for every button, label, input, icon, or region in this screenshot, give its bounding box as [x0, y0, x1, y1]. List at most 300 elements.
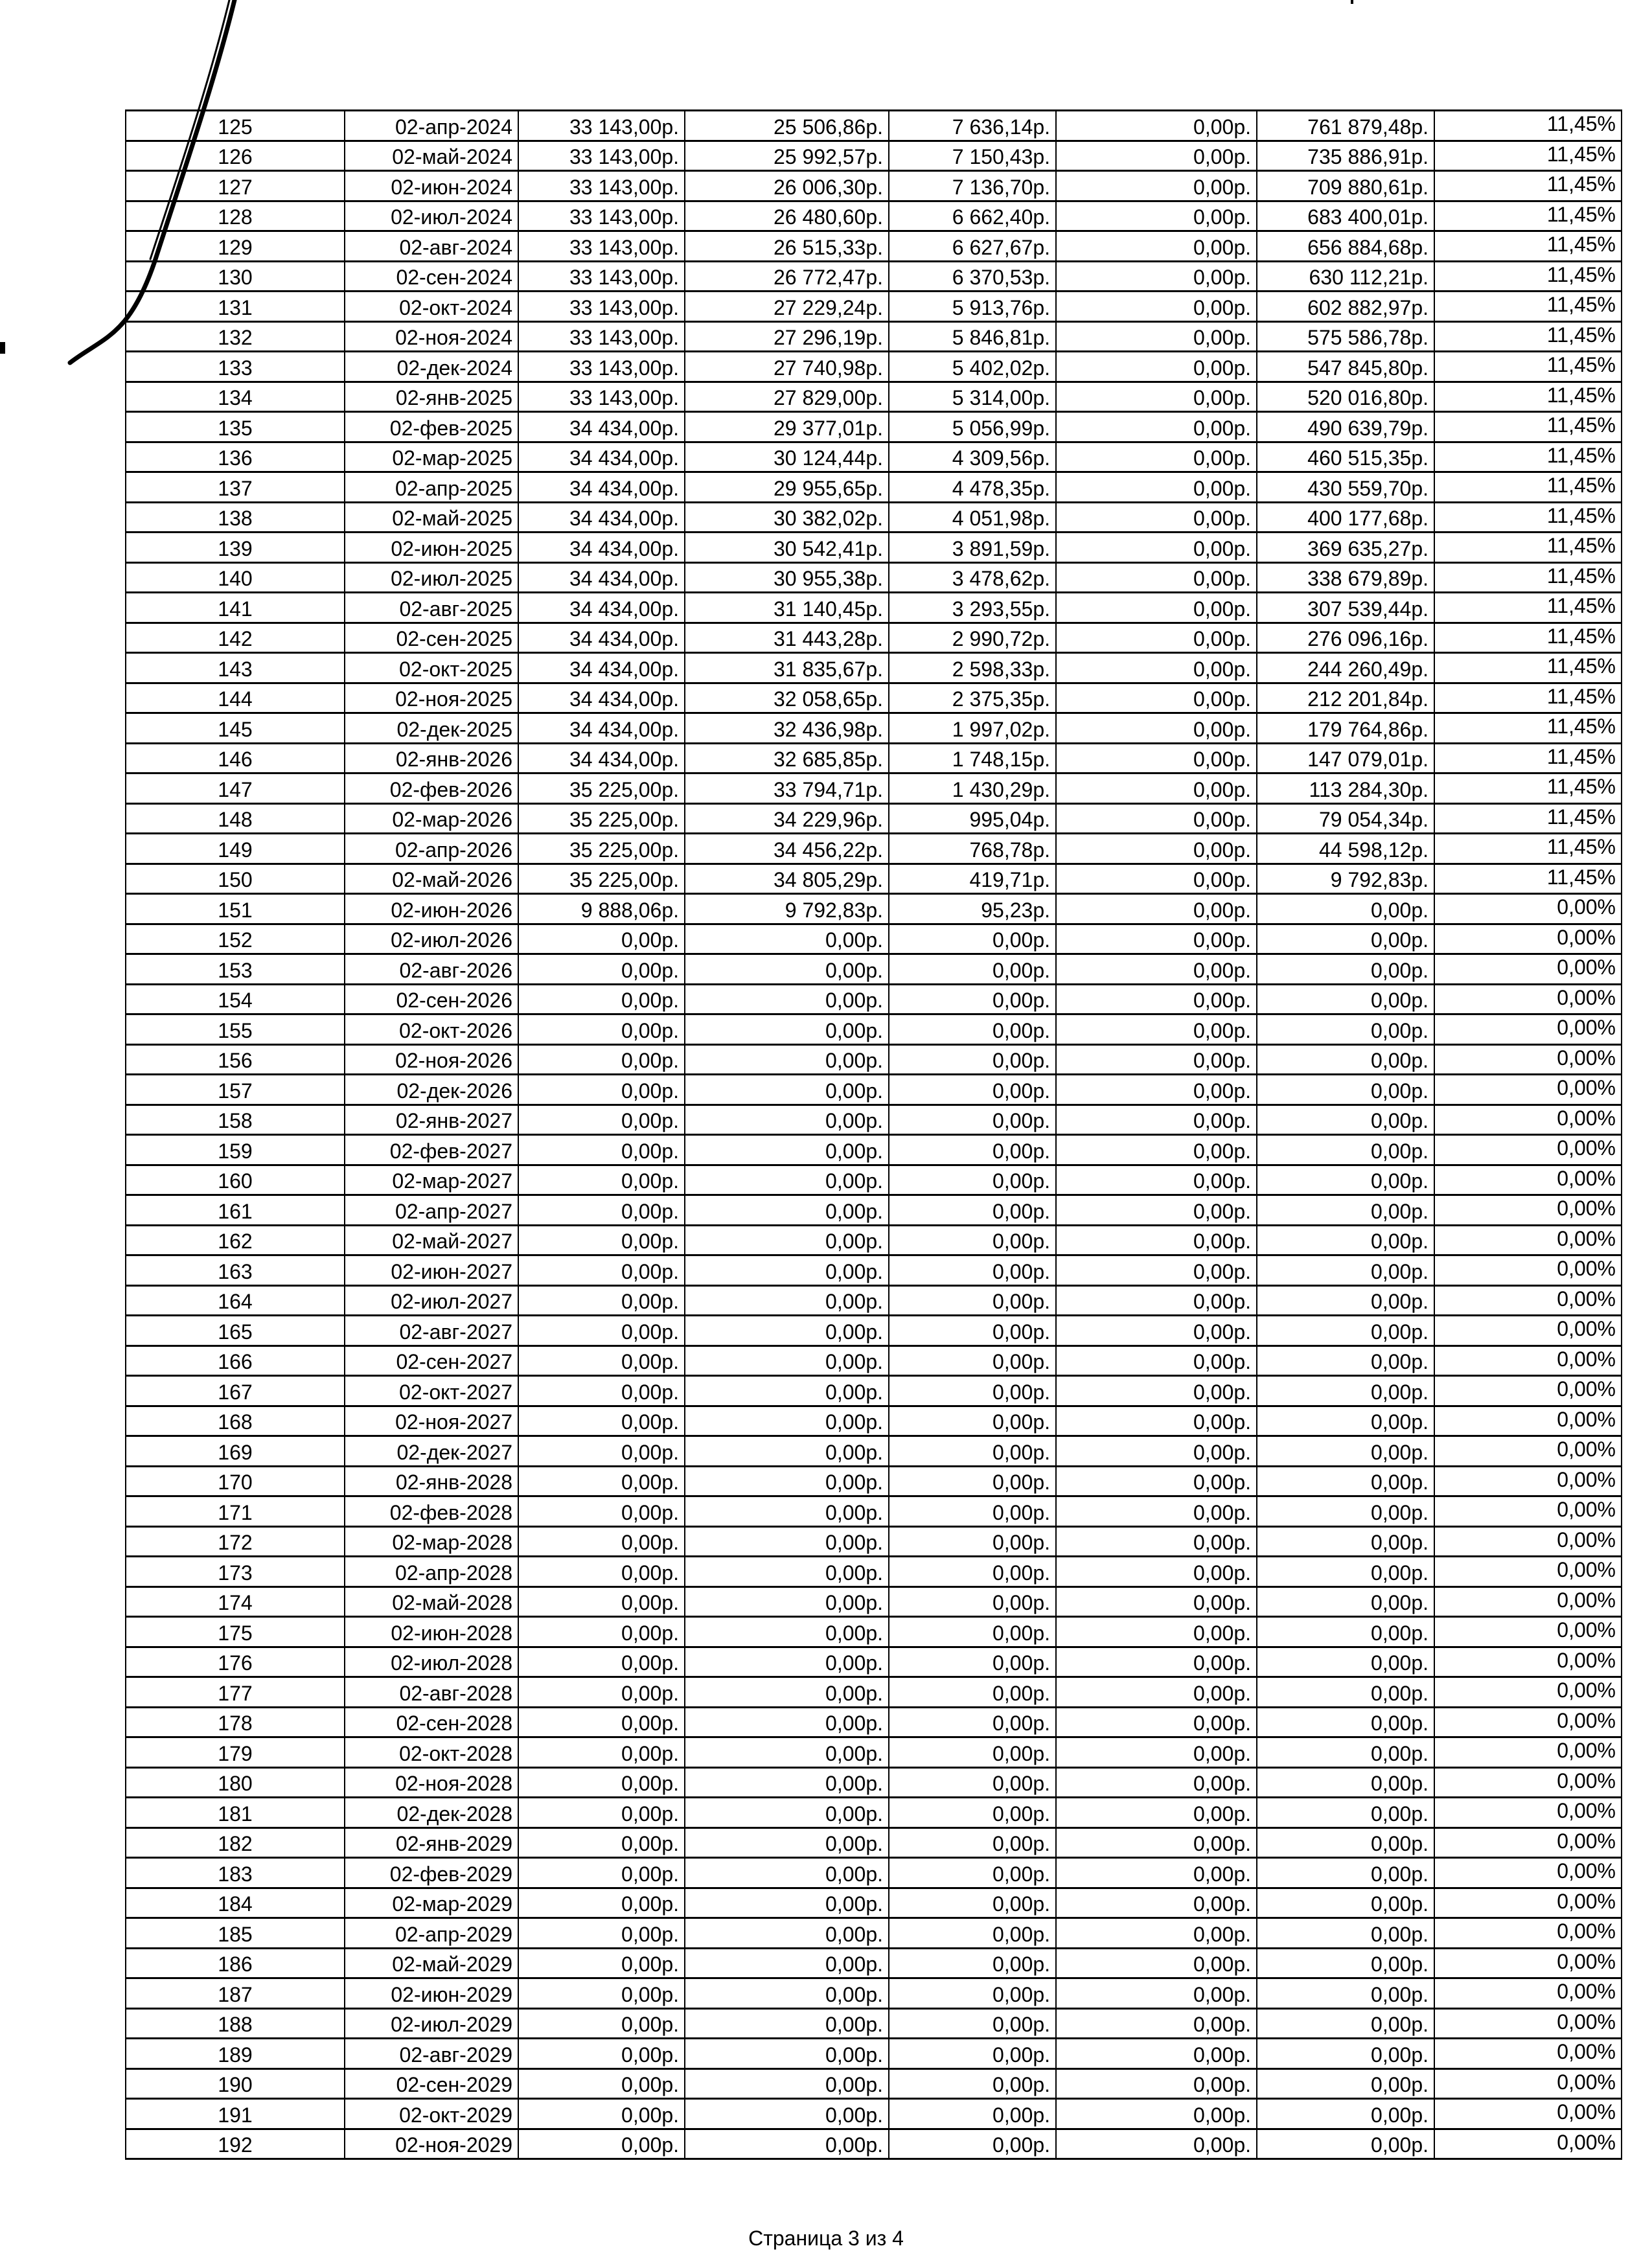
extra-payment-cell: 0,00р. — [1056, 1346, 1257, 1376]
extra-payment-cell: 0,00р. — [1056, 1014, 1257, 1045]
row-number-cell: 146 — [126, 743, 345, 773]
table-row — [126, 1948, 1622, 1978]
principal-cell: 0,00р. — [685, 1195, 889, 1226]
extra-payment-cell: 0,00р. — [1056, 141, 1257, 171]
remaining-balance-cell: 0,00р. — [1257, 1526, 1434, 1557]
row-number-cell: 181 — [126, 1798, 345, 1828]
remaining-balance-cell: 520 016,80р. — [1257, 382, 1434, 412]
interest-rate-cell: 11,45% — [1434, 502, 1622, 533]
payment-amount-cell: 33 143,00р. — [518, 231, 685, 262]
payment-amount-cell: 0,00р. — [518, 1918, 685, 1949]
row-number-cell: 178 — [126, 1707, 345, 1737]
payment-date-cell: 02-мар-2027 — [345, 1165, 518, 1195]
principal-cell: 34 229,96р. — [685, 803, 889, 834]
extra-payment-cell: 0,00р. — [1056, 2099, 1257, 2129]
interest-rate-cell: 0,00% — [1434, 1858, 1622, 1888]
remaining-balance-cell: 276 096,16р. — [1257, 623, 1434, 653]
interest-cell: 0,00р. — [889, 1285, 1056, 1316]
payment-date-cell: 02-май-2027 — [345, 1225, 518, 1255]
principal-cell: 0,00р. — [685, 1827, 889, 1858]
extra-payment-cell: 0,00р. — [1056, 2039, 1257, 2069]
interest-rate-cell: 11,45% — [1434, 111, 1622, 141]
remaining-balance-cell: 0,00р. — [1257, 1858, 1434, 1888]
row-number-cell: 142 — [126, 623, 345, 653]
table-row — [126, 141, 1622, 171]
interest-rate-cell: 0,00% — [1434, 1827, 1622, 1858]
row-number-cell: 187 — [126, 1978, 345, 2009]
interest-cell: 0,00р. — [889, 1737, 1056, 1768]
payment-date-cell: 02-дек-2024 — [345, 352, 518, 382]
row-number-cell: 184 — [126, 1888, 345, 1918]
row-number-cell: 127 — [126, 171, 345, 201]
remaining-balance-cell: 244 260,49р. — [1257, 653, 1434, 683]
remaining-balance-cell: 547 845,80р. — [1257, 352, 1434, 382]
payment-date-cell: 02-мар-2026 — [345, 803, 518, 834]
row-number-cell: 160 — [126, 1165, 345, 1195]
table-row — [126, 231, 1622, 262]
row-number-cell: 155 — [126, 1014, 345, 1045]
table-row — [126, 1798, 1622, 1828]
interest-rate-cell: 0,00% — [1434, 954, 1622, 985]
principal-cell: 27 740,98р. — [685, 352, 889, 382]
principal-cell: 0,00р. — [685, 2008, 889, 2039]
interest-cell: 2 598,33р. — [889, 653, 1056, 683]
principal-cell: 0,00р. — [685, 1105, 889, 1135]
interest-cell: 0,00р. — [889, 1617, 1056, 1647]
row-number-cell: 129 — [126, 231, 345, 262]
row-number-cell: 182 — [126, 1827, 345, 1858]
interest-cell: 0,00р. — [889, 2039, 1056, 2069]
interest-rate-cell: 0,00% — [1434, 2008, 1622, 2039]
payment-date-cell: 02-авг-2027 — [345, 1316, 518, 1346]
interest-rate-cell: 0,00% — [1434, 984, 1622, 1014]
payment-date-cell: 02-апр-2026 — [345, 834, 518, 864]
payment-amount-cell: 0,00р. — [518, 2129, 685, 2159]
interest-cell: 0,00р. — [889, 1376, 1056, 1406]
remaining-balance-cell: 9 792,83р. — [1257, 864, 1434, 894]
interest-cell: 6 370,53р. — [889, 261, 1056, 292]
payment-amount-cell: 0,00р. — [518, 1044, 685, 1075]
table-row — [126, 2129, 1622, 2159]
payment-amount-cell: 33 143,00р. — [518, 321, 685, 352]
interest-rate-cell: 0,00% — [1434, 1285, 1622, 1316]
payment-amount-cell: 0,00р. — [518, 1014, 685, 1045]
payment-amount-cell: 0,00р. — [518, 1647, 685, 1677]
interest-cell: 995,04р. — [889, 803, 1056, 834]
row-number-cell: 172 — [126, 1526, 345, 1557]
principal-cell: 0,00р. — [685, 1406, 889, 1436]
table-row — [126, 1466, 1622, 1496]
row-number-cell: 162 — [126, 1225, 345, 1255]
row-number-cell: 151 — [126, 894, 345, 924]
interest-rate-cell: 0,00% — [1434, 1255, 1622, 1286]
table-row — [126, 1526, 1622, 1557]
interest-cell: 0,00р. — [889, 1948, 1056, 1978]
table-row — [126, 321, 1622, 352]
extra-payment-cell: 0,00р. — [1056, 1677, 1257, 1708]
interest-cell: 0,00р. — [889, 2099, 1056, 2129]
table-row — [126, 1737, 1622, 1768]
remaining-balance-cell: 179 764,86р. — [1257, 713, 1434, 744]
payment-date-cell: 02-дек-2028 — [345, 1798, 518, 1828]
payment-date-cell: 02-май-2029 — [345, 1948, 518, 1978]
interest-cell: 0,00р. — [889, 1436, 1056, 1467]
extra-payment-cell: 0,00р. — [1056, 562, 1257, 593]
remaining-balance-cell: 0,00р. — [1257, 1225, 1434, 1255]
principal-cell: 27 229,24р. — [685, 292, 889, 322]
interest-cell: 1 997,02р. — [889, 713, 1056, 744]
principal-cell: 0,00р. — [685, 984, 889, 1014]
principal-cell: 0,00р. — [685, 1075, 889, 1105]
remaining-balance-cell: 0,00р. — [1257, 1798, 1434, 1828]
payment-amount-cell: 0,00р. — [518, 1135, 685, 1165]
row-number-cell: 169 — [126, 1436, 345, 1467]
interest-cell: 5 913,76р. — [889, 292, 1056, 322]
table-row — [126, 472, 1622, 503]
payment-date-cell: 02-янв-2029 — [345, 1827, 518, 1858]
row-number-cell: 167 — [126, 1376, 345, 1406]
principal-cell: 32 436,98р. — [685, 713, 889, 744]
interest-cell: 2 990,72р. — [889, 623, 1056, 653]
row-number-cell: 180 — [126, 1767, 345, 1798]
interest-rate-cell: 0,00% — [1434, 1014, 1622, 1045]
payment-date-cell: 02-дек-2027 — [345, 1436, 518, 1467]
row-number-cell: 125 — [126, 111, 345, 141]
table-row — [126, 1888, 1622, 1918]
payment-date-cell: 02-июн-2028 — [345, 1617, 518, 1647]
payment-date-cell: 02-ноя-2029 — [345, 2129, 518, 2159]
row-number-cell: 131 — [126, 292, 345, 322]
interest-rate-cell: 11,45% — [1434, 261, 1622, 292]
payment-date-cell: 02-май-2026 — [345, 864, 518, 894]
row-number-cell: 136 — [126, 442, 345, 472]
payment-amount-cell: 0,00р. — [518, 1376, 685, 1406]
interest-cell: 7 150,43р. — [889, 141, 1056, 171]
payment-amount-cell: 0,00р. — [518, 924, 685, 954]
interest-cell: 0,00р. — [889, 1346, 1056, 1376]
row-number-cell: 186 — [126, 1948, 345, 1978]
remaining-balance-cell: 0,00р. — [1257, 1496, 1434, 1527]
payment-date-cell: 02-июл-2025 — [345, 562, 518, 593]
extra-payment-cell: 0,00р. — [1056, 1707, 1257, 1737]
payment-schedule-table — [125, 109, 1622, 2160]
interest-cell: 0,00р. — [889, 1316, 1056, 1346]
interest-rate-cell: 0,00% — [1434, 1044, 1622, 1075]
remaining-balance-cell: 0,00р. — [1257, 1617, 1434, 1647]
payment-amount-cell: 0,00р. — [518, 1677, 685, 1708]
table-row — [126, 653, 1622, 683]
payment-amount-cell: 0,00р. — [518, 2099, 685, 2129]
principal-cell: 31 835,67р. — [685, 653, 889, 683]
payment-amount-cell: 0,00р. — [518, 1285, 685, 1316]
row-number-cell: 164 — [126, 1285, 345, 1316]
extra-payment-cell: 0,00р. — [1056, 593, 1257, 623]
extra-payment-cell: 0,00р. — [1056, 1255, 1257, 1286]
payment-amount-cell: 0,00р. — [518, 2039, 685, 2069]
table-row — [126, 1075, 1622, 1105]
payment-amount-cell: 0,00р. — [518, 1225, 685, 1255]
principal-cell: 0,00р. — [685, 1858, 889, 1888]
row-number-cell: 174 — [126, 1586, 345, 1617]
principal-cell: 29 955,65р. — [685, 472, 889, 503]
principal-cell: 0,00р. — [685, 924, 889, 954]
table-row — [126, 773, 1622, 804]
extra-payment-cell: 0,00р. — [1056, 864, 1257, 894]
principal-cell: 0,00р. — [685, 1798, 889, 1828]
row-number-cell: 171 — [126, 1496, 345, 1527]
interest-cell: 4 478,35р. — [889, 472, 1056, 503]
table-row — [126, 1647, 1622, 1677]
extra-payment-cell: 0,00р. — [1056, 1165, 1257, 1195]
interest-cell: 6 662,40р. — [889, 201, 1056, 231]
extra-payment-cell: 0,00р. — [1056, 1075, 1257, 1105]
principal-cell: 0,00р. — [685, 954, 889, 985]
table-row — [126, 2099, 1622, 2129]
table-row — [126, 713, 1622, 744]
extra-payment-cell: 0,00р. — [1056, 201, 1257, 231]
payment-amount-cell: 0,00р. — [518, 954, 685, 985]
remaining-balance-cell: 0,00р. — [1257, 1316, 1434, 1346]
extra-payment-cell: 0,00р. — [1056, 261, 1257, 292]
remaining-balance-cell: 369 635,27р. — [1257, 533, 1434, 563]
remaining-balance-cell: 212 201,84р. — [1257, 683, 1434, 713]
principal-cell: 0,00р. — [685, 2068, 889, 2099]
principal-cell: 0,00р. — [685, 1285, 889, 1316]
table-row — [126, 292, 1622, 322]
extra-payment-cell: 0,00р. — [1056, 653, 1257, 683]
payment-amount-cell: 0,00р. — [518, 1948, 685, 1978]
remaining-balance-cell: 0,00р. — [1257, 1014, 1434, 1045]
interest-cell: 0,00р. — [889, 1255, 1056, 1286]
payment-date-cell: 02-апр-2027 — [345, 1195, 518, 1226]
interest-rate-cell: 11,45% — [1434, 171, 1622, 201]
principal-cell: 26 480,60р. — [685, 201, 889, 231]
remaining-balance-cell: 575 586,78р. — [1257, 321, 1434, 352]
remaining-balance-cell: 307 539,44р. — [1257, 593, 1434, 623]
interest-rate-cell: 11,45% — [1434, 743, 1622, 773]
table-row — [126, 201, 1622, 231]
extra-payment-cell: 0,00р. — [1056, 984, 1257, 1014]
remaining-balance-cell: 0,00р. — [1257, 1255, 1434, 1286]
row-number-cell: 156 — [126, 1044, 345, 1075]
interest-cell: 6 627,67р. — [889, 231, 1056, 262]
payment-date-cell: 02-окт-2026 — [345, 1014, 518, 1045]
principal-cell: 30 955,38р. — [685, 562, 889, 593]
interest-rate-cell: 11,45% — [1434, 141, 1622, 171]
extra-payment-cell: 0,00р. — [1056, 1285, 1257, 1316]
payment-date-cell: 02-фев-2027 — [345, 1135, 518, 1165]
extra-payment-cell: 0,00р. — [1056, 1526, 1257, 1557]
principal-cell: 0,00р. — [685, 2099, 889, 2129]
extra-payment-cell: 0,00р. — [1056, 803, 1257, 834]
interest-rate-cell: 11,45% — [1434, 442, 1622, 472]
payment-amount-cell: 34 434,00р. — [518, 412, 685, 442]
table-row — [126, 1767, 1622, 1798]
interest-cell: 0,00р. — [889, 1918, 1056, 1949]
interest-rate-cell: 0,00% — [1434, 1647, 1622, 1677]
remaining-balance-cell: 761 879,48р. — [1257, 111, 1434, 141]
extra-payment-cell: 0,00р. — [1056, 1557, 1257, 1587]
interest-rate-cell: 0,00% — [1434, 924, 1622, 954]
extra-payment-cell: 0,00р. — [1056, 2008, 1257, 2039]
payment-amount-cell: 0,00р. — [518, 1737, 685, 1768]
interest-rate-cell: 0,00% — [1434, 1557, 1622, 1587]
principal-cell: 0,00р. — [685, 1135, 889, 1165]
principal-cell: 0,00р. — [685, 1316, 889, 1346]
interest-rate-cell: 11,45% — [1434, 533, 1622, 563]
payment-date-cell: 02-июн-2027 — [345, 1255, 518, 1286]
row-number-cell: 185 — [126, 1918, 345, 1949]
payment-amount-cell: 33 143,00р. — [518, 352, 685, 382]
interest-rate-cell: 0,00% — [1434, 1406, 1622, 1436]
payment-amount-cell: 0,00р. — [518, 1707, 685, 1737]
payment-date-cell: 02-ноя-2026 — [345, 1044, 518, 1075]
interest-cell: 0,00р. — [889, 2129, 1056, 2159]
principal-cell: 0,00р. — [685, 1557, 889, 1587]
remaining-balance-cell: 400 177,68р. — [1257, 502, 1434, 533]
principal-cell: 25 506,86р. — [685, 111, 889, 141]
table-row — [126, 111, 1622, 141]
interest-cell: 0,00р. — [889, 1165, 1056, 1195]
payment-amount-cell: 0,00р. — [518, 1316, 685, 1346]
interest-cell: 4 051,98р. — [889, 502, 1056, 533]
interest-rate-cell: 11,45% — [1434, 803, 1622, 834]
extra-payment-cell: 0,00р. — [1056, 472, 1257, 503]
extra-payment-cell: 0,00р. — [1056, 743, 1257, 773]
principal-cell: 25 992,57р. — [685, 141, 889, 171]
remaining-balance-cell: 0,00р. — [1257, 1948, 1434, 1978]
interest-cell: 0,00р. — [889, 2068, 1056, 2099]
interest-rate-cell: 0,00% — [1434, 1677, 1622, 1708]
table-row — [126, 924, 1622, 954]
interest-cell: 0,00р. — [889, 954, 1056, 985]
row-number-cell: 137 — [126, 472, 345, 503]
payment-amount-cell: 35 225,00р. — [518, 864, 685, 894]
row-number-cell: 191 — [126, 2099, 345, 2129]
row-number-cell: 133 — [126, 352, 345, 382]
interest-rate-cell: 0,00% — [1434, 2068, 1622, 2099]
row-number-cell: 139 — [126, 533, 345, 563]
payment-amount-cell: 0,00р. — [518, 984, 685, 1014]
principal-cell: 0,00р. — [685, 1466, 889, 1496]
payment-date-cell: 02-ноя-2025 — [345, 683, 518, 713]
principal-cell: 29 377,01р. — [685, 412, 889, 442]
payment-amount-cell: 34 434,00р. — [518, 593, 685, 623]
payment-date-cell: 02-сен-2025 — [345, 623, 518, 653]
table-row — [126, 352, 1622, 382]
interest-rate-cell: 0,00% — [1434, 1436, 1622, 1467]
payment-amount-cell: 0,00р. — [518, 1526, 685, 1557]
principal-cell: 32 685,85р. — [685, 743, 889, 773]
extra-payment-cell: 0,00р. — [1056, 834, 1257, 864]
interest-rate-cell: 0,00% — [1434, 1346, 1622, 1376]
payment-date-cell: 02-сен-2027 — [345, 1346, 518, 1376]
extra-payment-cell: 0,00р. — [1056, 623, 1257, 653]
payment-amount-cell: 0,00р. — [518, 1888, 685, 1918]
remaining-balance-cell: 0,00р. — [1257, 2008, 1434, 2039]
payment-amount-cell: 34 434,00р. — [518, 472, 685, 503]
remaining-balance-cell: 709 880,61р. — [1257, 171, 1434, 201]
table-row — [126, 803, 1622, 834]
remaining-balance-cell: 0,00р. — [1257, 1346, 1434, 1376]
payment-date-cell: 02-июн-2025 — [345, 533, 518, 563]
interest-rate-cell: 0,00% — [1434, 1918, 1622, 1949]
extra-payment-cell: 0,00р. — [1056, 171, 1257, 201]
remaining-balance-cell: 0,00р. — [1257, 1707, 1434, 1737]
payment-date-cell: 02-дек-2025 — [345, 713, 518, 744]
row-number-cell: 170 — [126, 1466, 345, 1496]
payment-date-cell: 02-окт-2024 — [345, 292, 518, 322]
table-row — [126, 1135, 1622, 1165]
extra-payment-cell: 0,00р. — [1056, 1978, 1257, 2009]
payment-date-cell: 02-июн-2024 — [345, 171, 518, 201]
interest-rate-cell: 0,00% — [1434, 1978, 1622, 2009]
table-row — [126, 1918, 1622, 1949]
payment-date-cell: 02-мар-2028 — [345, 1526, 518, 1557]
remaining-balance-cell: 0,00р. — [1257, 2099, 1434, 2129]
interest-cell: 3 891,59р. — [889, 533, 1056, 563]
principal-cell: 30 542,41р. — [685, 533, 889, 563]
principal-cell: 0,00р. — [685, 1165, 889, 1195]
table-row — [126, 834, 1622, 864]
table-row — [126, 1827, 1622, 1858]
remaining-balance-cell: 0,00р. — [1257, 1105, 1434, 1135]
payment-amount-cell: 34 434,00р. — [518, 743, 685, 773]
principal-cell: 0,00р. — [685, 2039, 889, 2069]
interest-cell: 0,00р. — [889, 1135, 1056, 1165]
remaining-balance-cell: 0,00р. — [1257, 1165, 1434, 1195]
remaining-balance-cell: 0,00р. — [1257, 2039, 1434, 2069]
table-row — [126, 1586, 1622, 1617]
remaining-balance-cell: 113 284,30р. — [1257, 773, 1434, 804]
table-row — [126, 412, 1622, 442]
row-number-cell: 154 — [126, 984, 345, 1014]
payment-amount-cell: 0,00р. — [518, 2008, 685, 2039]
interest-rate-cell: 11,45% — [1434, 231, 1622, 262]
payment-amount-cell: 34 434,00р. — [518, 683, 685, 713]
extra-payment-cell: 0,00р. — [1056, 773, 1257, 804]
table-row — [126, 593, 1622, 623]
principal-cell: 0,00р. — [685, 1255, 889, 1286]
table-row — [126, 1858, 1622, 1888]
table-row — [126, 562, 1622, 593]
interest-cell: 7 636,14р. — [889, 111, 1056, 141]
interest-rate-cell: 0,00% — [1434, 1586, 1622, 1617]
payment-amount-cell: 0,00р. — [518, 1406, 685, 1436]
interest-rate-cell: 0,00% — [1434, 1135, 1622, 1165]
remaining-balance-cell: 490 639,79р. — [1257, 412, 1434, 442]
row-number-cell: 138 — [126, 502, 345, 533]
interest-cell: 768,78р. — [889, 834, 1056, 864]
table-row — [126, 1436, 1622, 1467]
interest-rate-cell: 0,00% — [1434, 1466, 1622, 1496]
table-row — [126, 1165, 1622, 1195]
payment-date-cell: 02-фев-2025 — [345, 412, 518, 442]
payment-date-cell: 02-май-2024 — [345, 141, 518, 171]
payment-amount-cell: 0,00р. — [518, 1255, 685, 1286]
payment-amount-cell: 33 143,00р. — [518, 261, 685, 292]
interest-cell: 0,00р. — [889, 1225, 1056, 1255]
payment-date-cell: 02-окт-2025 — [345, 653, 518, 683]
interest-rate-cell: 0,00% — [1434, 1225, 1622, 1255]
principal-cell: 33 794,71р. — [685, 773, 889, 804]
payment-amount-cell: 35 225,00р. — [518, 834, 685, 864]
principal-cell: 0,00р. — [685, 1225, 889, 1255]
row-number-cell: 145 — [126, 713, 345, 744]
payment-date-cell: 02-сен-2026 — [345, 984, 518, 1014]
extra-payment-cell: 0,00р. — [1056, 382, 1257, 412]
payment-date-cell: 02-фев-2026 — [345, 773, 518, 804]
